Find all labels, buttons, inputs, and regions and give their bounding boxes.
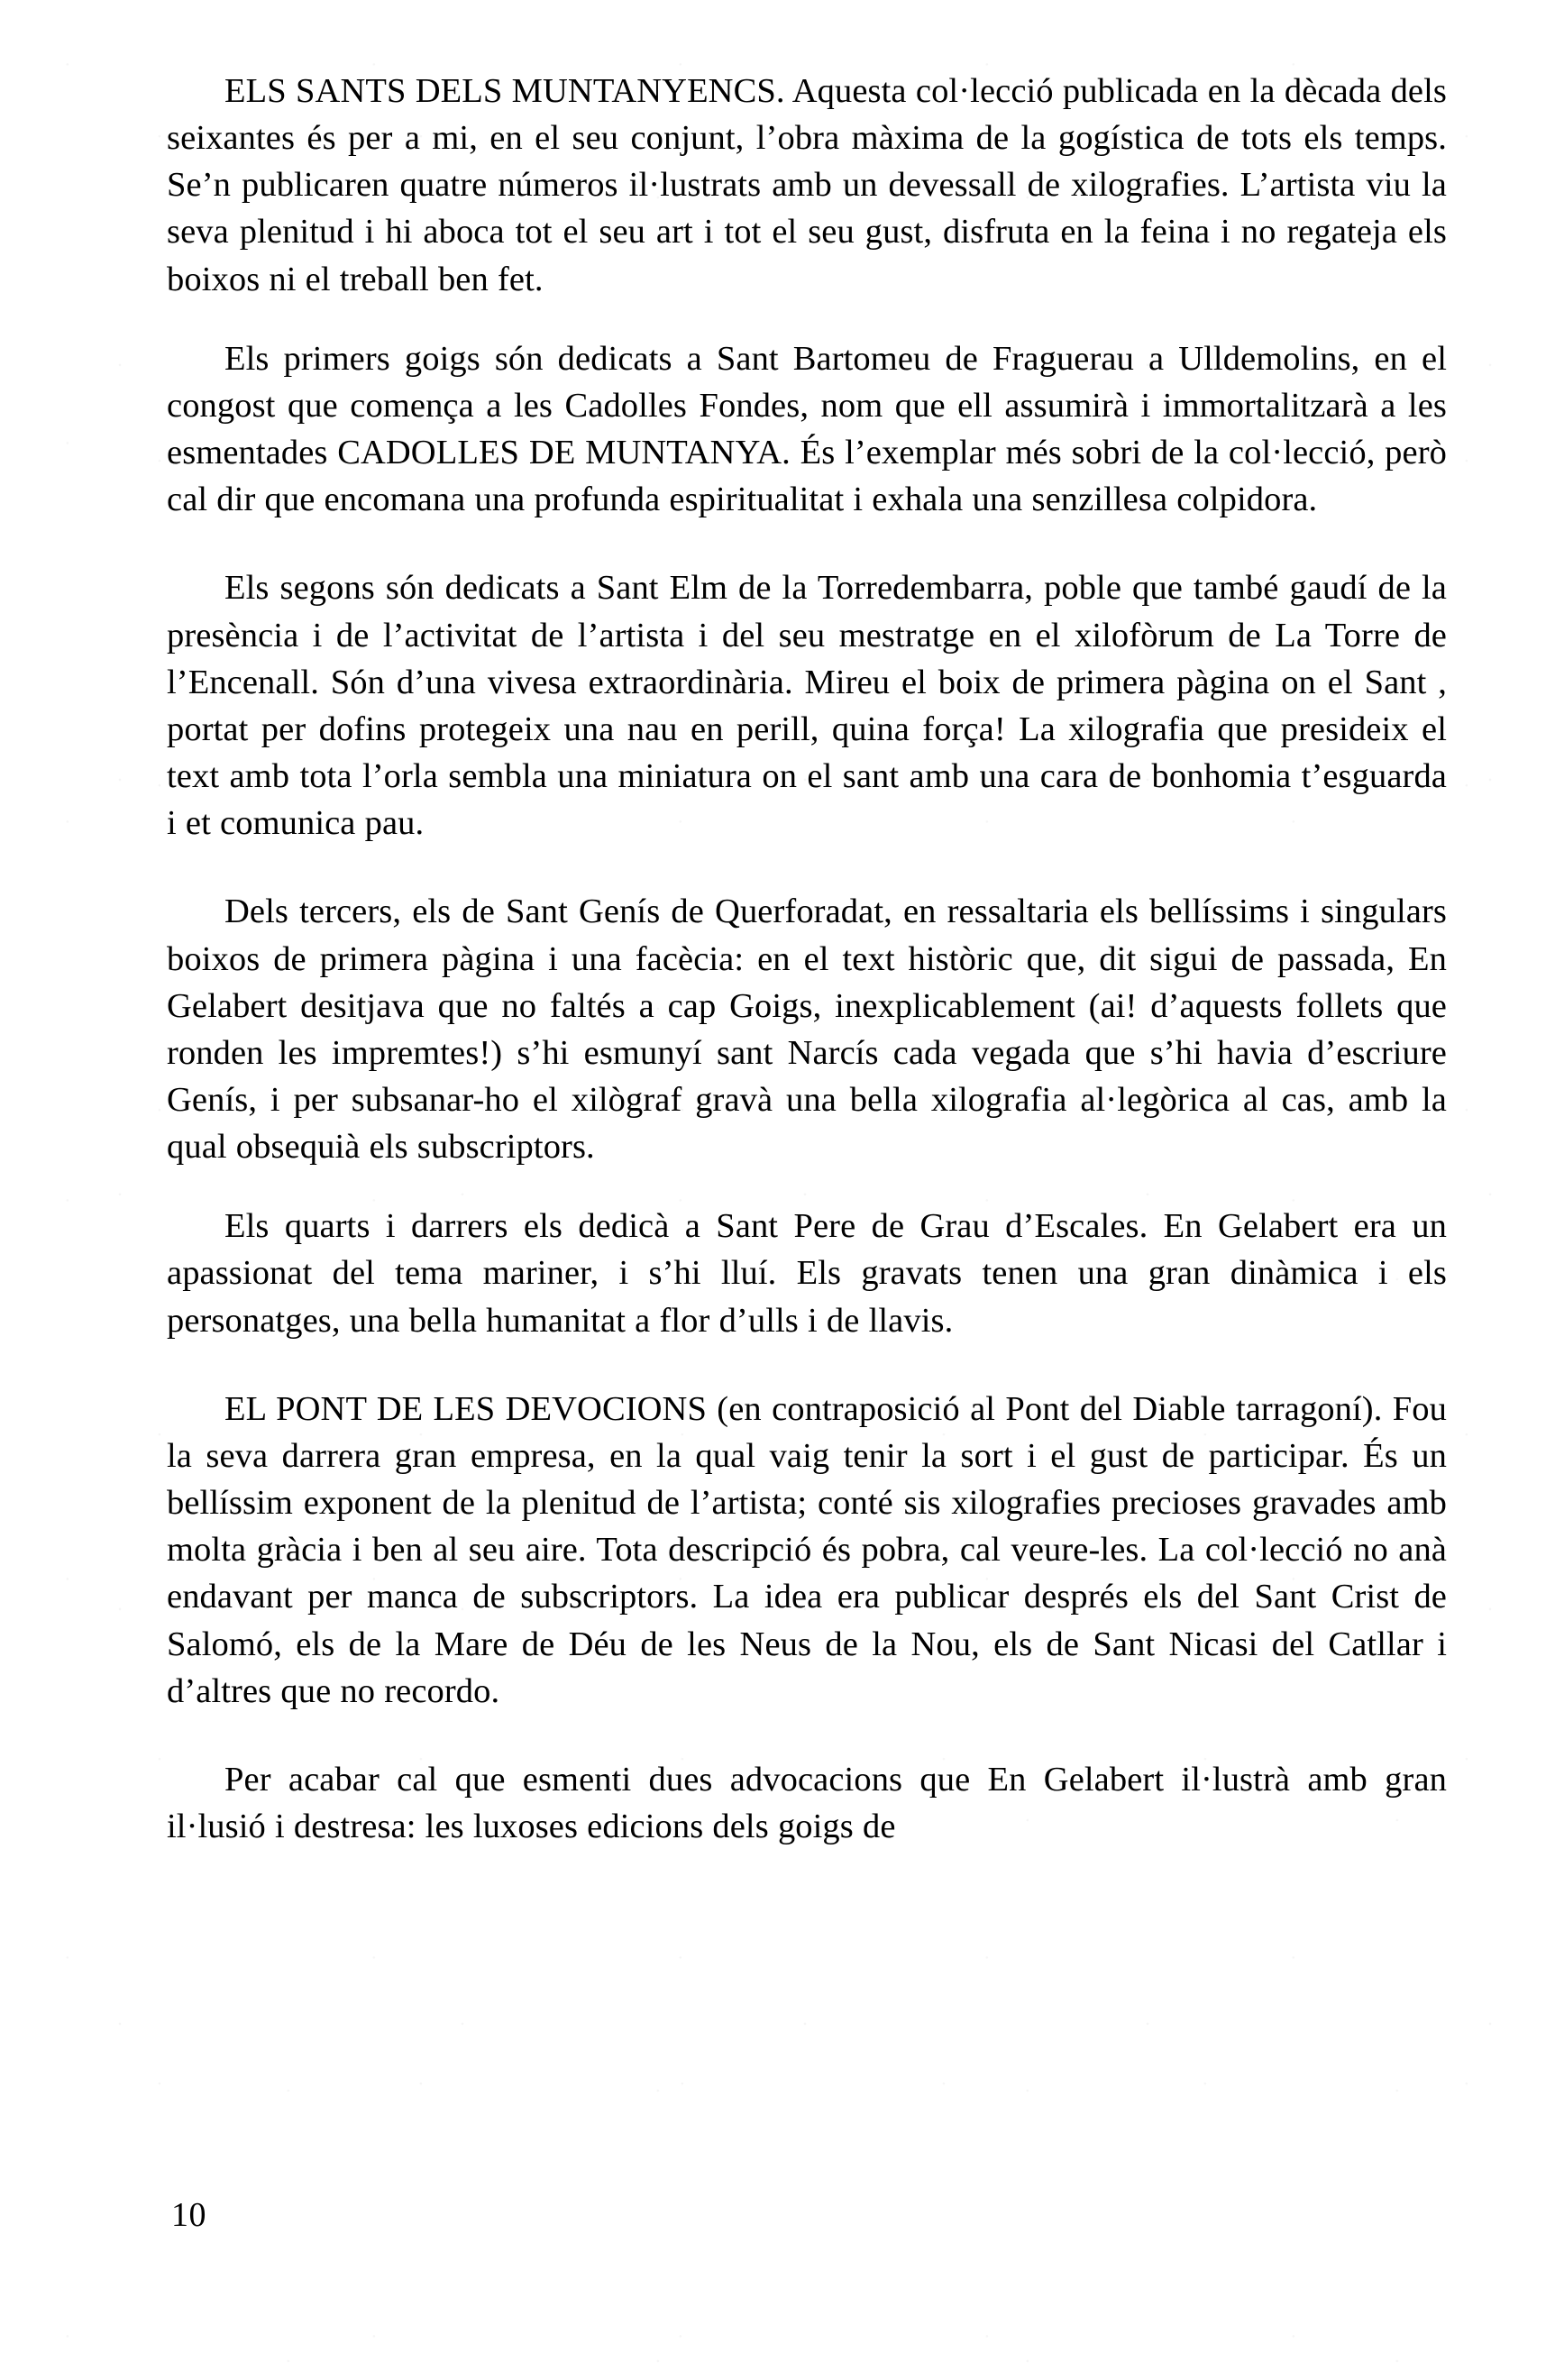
paragraph-quarts-sant-pere: Els quarts i darrers els dedicà a Sant Pere de Grau d’Escales. En Gelabert era un apassionat del tema mariner, i s’hi lluí. Els gravats tenen una gran dinàmica i els personatges, una bella humanitat a flor d’ulls i de llavis.: [167, 1207, 1447, 1340]
paragraph-el-pont-de-les-devocions: EL PONT DE LES DEVOCIONS (en contraposició al Pont del Diable tarragoní). Fou la seva darrera gran empresa, en la qual vaig tenir la sort i el gust de participar. És un bellíssim exponent de la plenitud de l’artista; conté sis xilografies precioses gravades amb molta gràcia i ben al seu aire. Tota descripció és pobra, cal veure-les. La col·lecció no anà endavant per manca de subscriptors. La idea era publicar després els del Sant Crist de Salomó, els de la Mare de Déu de les Neus de la Nou, els de Sant Nicasi del Catllar i d’altres que no recordo.: [167, 1389, 1447, 1710]
body-text-column: [167, 68, 1447, 1882]
paragraph-per-acabar: Per acabar cal que esmenti dues advocacions que En Gelabert il·lustrà amb gran il·lusió i destresa: les luxoses edicions dels goigs de: [167, 1760, 1447, 1845]
paragraph-tercers-sant-genis: Dels tercers, els de Sant Genís de Querforadat, en ressaltaria els bellíssims i singulars boixos de primera pàgina i una facècia: en el text històric que, dit sigui de passada, En Gelabert desitjava que no faltés a cap Goigs, inexplicablement (ai! d’aquests follets que ronden les impremtes!) s’hi esmunyí sant Narcís cada vegada que s’hi havia d’escriure Genís, i per subsanar-ho el xilògraf gravà una bella xilografia al·legòrica al cas, amb la qual obsequià els subscriptors.: [167, 892, 1447, 1167]
paragraph-els-sants-dels-muntanyencs: ELS SANTS DELS MUNTANYENCS. Aquesta col·lecció publicada en la dècada dels seixantes és per a mi, en el seu conjunt, l’obra màxima de la gogística de tots els temps. Se’n publicaren quatre números il·lustrats amb un devessall de xilografies. L’artista viu la seva plenitud i hi aboca tot el seu art i tot el seu gust, disfruta en la feina i no regateja els boixos ni el treball ben fet.: [167, 72, 1447, 298]
page-number-folio: 10: [171, 2196, 206, 2234]
paragraph-primers-goigs: Els primers goigs són dedicats a Sant Bartomeu de Fraguerau a Ulldemolins, en el congost que comença a les Cadolles Fondes, nom que ell assumirà i immortalitzarà a les esmentades CADOLLES DE MUNTANYA. És l’exemplar més sobri de la col·lecció, però cal dir que encomana una profunda espiritualitat i exhala una senzillesa colpidora.: [167, 339, 1447, 519]
paragraph-segons-sant-elm: Els segons són dedicats a Sant Elm de la Torredembarra, poble que també gaudí de la presència i de l’activitat de l’artista i del seu mestratge en el xilofòrum de La Torre de l’Encenall. Són d’una vivesa extraordinària. Mireu el boix de primera pàgina on el Sant , portat per dofins protegeix una nau en perill, quina força! La xilografia que presideix el text amb tota l’orla sembla una miniatura on el sant amb una cara de bonhomia t’esguarda i et comunica pau.: [167, 569, 1447, 843]
